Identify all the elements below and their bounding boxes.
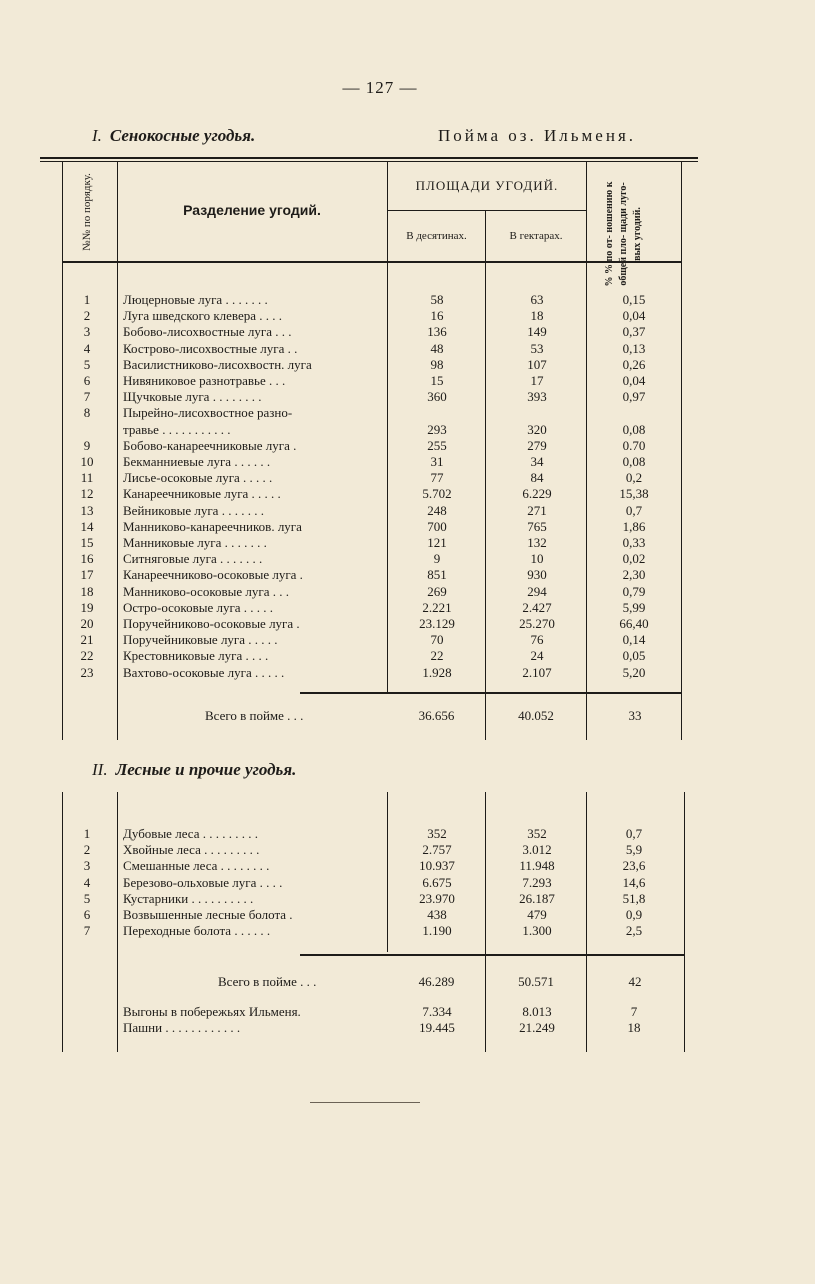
meadow-hectares: 765 <box>527 518 547 534</box>
meadow-hectares: 132 <box>527 535 547 550</box>
forest-number: 6 <box>83 907 91 922</box>
meadow-name: Бобово-лисохвостные луга . . . <box>123 324 292 340</box>
forest-name: Хвойные леса . . . . . . . . . <box>123 842 260 858</box>
meadow-name: Поручейниково-осоковые луга . <box>123 616 300 631</box>
meadow-percent: 0,15 <box>622 292 646 307</box>
section-2-roman: II. <box>92 760 108 779</box>
meadow-row <box>0 308 700 324</box>
extra-percent: 7 <box>630 1004 638 1019</box>
forest-hectares: 11.948 <box>519 858 555 874</box>
meadow-name: Щучковые луга . . . . . . . . <box>123 389 262 405</box>
meadow-percent: 0,79 <box>622 583 646 599</box>
meadow-hectares: 53 <box>530 340 544 356</box>
section-2-heading <box>92 760 296 780</box>
meadow-name: травье . . . . . . . . . . . <box>123 421 231 437</box>
meadow-row <box>0 373 700 389</box>
forest-percent: 51,8 <box>622 890 646 906</box>
forest-number: 5 <box>83 890 91 906</box>
meadow-row <box>0 422 700 438</box>
meadow-row <box>0 551 700 567</box>
meadow-name: Лисье-осоковые луга . . . . . <box>123 470 273 486</box>
extra-hectares: 21.249 <box>519 1020 555 1036</box>
meadow-number: 22 <box>80 648 94 664</box>
forest-name: Березово-ольховые луга . . . . <box>123 874 283 890</box>
meadow-percent: 0,08 <box>622 421 646 437</box>
meadow-row <box>0 405 700 421</box>
meadow-number: 13 <box>80 502 94 518</box>
meadow-desyatiny: 22 <box>430 648 444 664</box>
meadow-row <box>0 535 700 551</box>
meadow-percent: 0,05 <box>622 648 646 664</box>
meadow-number: 6 <box>83 373 91 388</box>
meadow-hectares: 294 <box>527 583 547 599</box>
header-percent: % % по от- ношению к общей пло- щади луго- вых угодий. <box>604 181 643 287</box>
meadow-percent: 0.70 <box>622 437 646 453</box>
forest-row <box>0 875 700 891</box>
meadow-desyatiny: 58 <box>430 292 444 307</box>
meadow-percent: 0,7 <box>625 502 643 518</box>
section-1-right-title: Пойма оз. Ильменя. <box>438 126 637 145</box>
meadow-desyatiny: 15 <box>430 373 444 388</box>
meadow-row <box>0 438 700 454</box>
meadow-row <box>0 584 700 600</box>
extra-desyatiny: 19.445 <box>419 1020 455 1036</box>
forest-row <box>0 923 700 939</box>
meadow-hectares: 84 <box>530 470 544 486</box>
meadow-hectares: 393 <box>527 389 547 405</box>
meadow-name: Ситняговые луга . . . . . . . <box>123 551 263 567</box>
meadow-row <box>0 600 700 616</box>
meadow-number: 20 <box>80 616 94 631</box>
meadow-row <box>0 632 700 648</box>
forest-hectares: 1.300 <box>522 923 552 939</box>
forest-percent: 23,6 <box>622 858 646 874</box>
end-ornament-rule <box>310 1102 420 1103</box>
meadow-name: Вейниковые луга . . . . . . . <box>123 502 264 518</box>
forest-desyatiny: 6.675 <box>422 874 452 890</box>
forest-number: 3 <box>83 858 91 874</box>
forest-desyatiny: 352 <box>427 826 447 841</box>
total-2-hectares: 50.571 <box>518 974 554 989</box>
meadow-desyatiny: 98 <box>430 356 444 372</box>
table-top-rule-thin <box>40 161 698 162</box>
forest-hectares: 7.293 <box>522 874 552 890</box>
forest-percent: 0,7 <box>625 826 643 841</box>
meadow-name: Манниково-осоковые луга . . . <box>123 583 289 599</box>
meadow-name: Манниковые луга . . . . . . . <box>123 535 267 550</box>
meadow-percent: 5,20 <box>622 664 646 680</box>
meadow-hectares: 17 <box>530 373 544 388</box>
total-1-desyatiny: 36.656 <box>418 708 455 723</box>
meadow-name: Крестовниковые луга . . . . <box>123 648 269 664</box>
meadow-name: Люцерновые луга . . . . . . . <box>123 292 268 307</box>
meadow-number: 10 <box>80 454 94 469</box>
meadow-number: 17 <box>80 567 94 583</box>
total-2-desyatiny: 46.289 <box>418 974 455 989</box>
meadow-row <box>0 567 700 583</box>
forest-row <box>0 842 700 858</box>
meadow-hectares: 34 <box>530 454 544 469</box>
meadow-row <box>0 292 700 308</box>
meadow-row <box>0 616 700 632</box>
total-1-hectares: 40.052 <box>518 708 554 723</box>
total-2-label: Всего в пойме . . . <box>218 974 317 989</box>
meadow-hectares: 320 <box>527 421 547 437</box>
meadow-desyatiny: 77 <box>430 470 444 486</box>
meadow-hectares: 10 <box>530 551 544 567</box>
meadow-hectares: 279 <box>527 437 547 453</box>
meadow-hectares: 271 <box>527 502 547 518</box>
meadow-desyatiny: 121 <box>427 535 447 550</box>
meadow-percent: 5,99 <box>622 599 646 615</box>
section-2-title: Лесные и прочие угодья. <box>115 760 297 779</box>
forest-row <box>0 826 700 842</box>
forest-desyatiny: 1.190 <box>422 923 452 939</box>
meadow-hectares: 2.427 <box>522 599 552 615</box>
forest-percent: 0,9 <box>625 907 643 922</box>
forest-desyatiny: 10.937 <box>419 858 455 874</box>
meadow-name: Манниково-канареечников. луга <box>123 518 302 534</box>
meadow-desyatiny: 9 <box>433 551 441 567</box>
meadow-name: Кострово-лисохвостные луга . . <box>123 340 298 356</box>
header-area: ПЛОЩАДИ УГОДИЙ. <box>415 178 559 193</box>
meadow-desyatiny: 136 <box>427 324 447 340</box>
meadow-number: 3 <box>83 324 91 340</box>
extra-name: Пашни . . . . . . . . . . . . <box>123 1020 241 1036</box>
meadow-number: 21 <box>80 632 94 648</box>
meadow-percent: 0,33 <box>622 535 646 550</box>
meadow-name: Нивяниковое разнотравье . . . <box>123 373 286 388</box>
meadow-number: 5 <box>83 356 91 372</box>
meadow-desyatiny: 293 <box>427 421 447 437</box>
meadow-number: 15 <box>80 535 94 550</box>
forest-hectares: 352 <box>527 826 547 841</box>
meadow-name: Бекманниевые луга . . . . . . <box>123 454 271 469</box>
header-no: №№ по порядку. <box>81 173 93 251</box>
meadow-number: 23 <box>80 664 94 680</box>
meadow-percent: 66,40 <box>619 616 649 631</box>
header-desyatiny: В десятинах. <box>406 230 467 242</box>
meadow-hectares: 24 <box>530 648 544 664</box>
extra-hectares: 8.013 <box>522 1004 552 1019</box>
total-rule <box>300 692 682 694</box>
forest-number: 2 <box>83 842 91 858</box>
meadow-percent: 0,02 <box>622 551 646 567</box>
meadow-desyatiny: 70 <box>430 632 444 648</box>
meadow-hectares: 76 <box>530 632 544 648</box>
meadow-row <box>0 454 700 470</box>
forest-number: 4 <box>83 874 91 890</box>
extra-percent: 18 <box>627 1020 641 1036</box>
forest-percent: 5,9 <box>625 842 643 858</box>
total-1-percent: 33 <box>628 708 642 723</box>
forest-row <box>0 907 700 923</box>
meadow-row <box>0 519 700 535</box>
section-1-title: Сенокосные угодья. <box>109 126 256 145</box>
meadow-percent: 0,37 <box>622 324 646 340</box>
forest-number: 1 <box>83 826 91 841</box>
meadow-row <box>0 503 700 519</box>
meadow-percent: 1,86 <box>622 518 646 534</box>
meadow-desyatiny: 23.129 <box>419 616 455 631</box>
meadow-percent: 0,13 <box>622 340 646 356</box>
forest-desyatiny: 23.970 <box>419 890 455 906</box>
meadow-percent: 0,08 <box>622 454 646 469</box>
meadow-row <box>0 648 700 664</box>
meadow-name: Канареечниковые луга . . . . . <box>123 486 281 502</box>
meadow-row <box>0 324 700 340</box>
meadow-number: 16 <box>80 551 94 567</box>
total-1-label: Всего в пойме . . . <box>205 708 304 723</box>
meadow-hectares: 63 <box>530 292 544 307</box>
meadow-percent: 0,04 <box>622 308 646 324</box>
meadow-desyatiny: 16 <box>430 308 444 324</box>
area-subheader-rule <box>388 210 586 211</box>
meadow-row <box>0 341 700 357</box>
meadow-number: 18 <box>80 583 94 599</box>
meadow-hectares: 18 <box>530 308 544 324</box>
meadow-name: Вахтово-осоковые луга . . . . . <box>123 664 285 680</box>
meadow-percent: 0,14 <box>622 632 646 648</box>
meadow-number: 1 <box>83 292 91 307</box>
header-hectares: В гектарах. <box>509 230 563 242</box>
meadow-desyatiny: 360 <box>427 389 447 405</box>
meadow-percent: 15,38 <box>619 486 649 502</box>
meadow-name: Бобово-канареечниковые луга . <box>123 437 297 453</box>
forest-name: Кустарники . . . . . . . . . . <box>123 890 254 906</box>
forest-hectares: 479 <box>527 907 547 922</box>
meadow-number: 4 <box>83 340 91 356</box>
meadow-row <box>0 470 700 486</box>
meadow-desyatiny: 48 <box>430 340 444 356</box>
meadow-desyatiny: 255 <box>427 437 447 453</box>
meadow-hectares: 107 <box>527 356 547 372</box>
forest-row <box>0 891 700 907</box>
meadow-number: 14 <box>80 518 94 534</box>
meadow-hectares: 2.107 <box>522 664 552 680</box>
meadow-percent: 0,26 <box>622 356 646 372</box>
forest-number: 7 <box>83 923 91 939</box>
meadow-percent: 0,97 <box>622 389 646 405</box>
extra-name: Выгоны в побережьях Ильменя. <box>123 1004 301 1019</box>
total-2-percent: 42 <box>628 974 642 989</box>
total-2-rule <box>300 954 684 956</box>
forest-desyatiny: 438 <box>427 907 447 922</box>
meadow-name: Поручейниковые луга . . . . . <box>123 632 278 648</box>
forest-name: Дубовые леса . . . . . . . . . <box>123 826 258 841</box>
meadow-number: 9 <box>83 437 91 453</box>
meadow-row <box>0 389 700 405</box>
forest-row <box>0 858 700 874</box>
forest-hectares: 3.012 <box>522 842 552 858</box>
meadow-desyatiny: 2.221 <box>422 599 452 615</box>
meadow-hectares: 25.270 <box>519 616 555 631</box>
forest-percent: 2,5 <box>625 923 643 939</box>
meadow-desyatiny: 269 <box>427 583 447 599</box>
meadow-number: 11 <box>80 470 94 486</box>
meadow-percent: 0,2 <box>625 470 643 486</box>
forest-hectares: 26.187 <box>519 890 555 906</box>
extra-row <box>0 1004 700 1020</box>
meadow-number: 19 <box>80 599 94 615</box>
forest-name: Возвышенные лесные болота . <box>123 907 293 922</box>
meadow-desyatiny: 700 <box>427 518 447 534</box>
meadow-number: 8 <box>83 405 91 421</box>
table-top-rule <box>40 157 698 159</box>
section-1-heading <box>92 126 255 146</box>
meadow-percent: 0,04 <box>622 373 646 388</box>
meadow-percent: 2,30 <box>622 567 646 583</box>
extra-row <box>0 1020 700 1036</box>
meadow-name: Луга шведского клевера . . . . <box>123 308 282 324</box>
forest-name: Переходные болота . . . . . . <box>123 923 271 939</box>
meadow-number: 2 <box>83 308 91 324</box>
meadow-number: 12 <box>80 486 94 502</box>
meadow-name: Василистниково-лисохвостн. луга <box>123 356 312 372</box>
meadow-desyatiny: 5.702 <box>422 486 452 502</box>
meadow-row <box>0 486 700 502</box>
meadow-name: Остро-осоковые луга . . . . . <box>123 599 274 615</box>
meadow-desyatiny: 1.928 <box>422 664 452 680</box>
meadow-desyatiny: 248 <box>427 502 447 518</box>
header-division: Разделение угодий. <box>183 202 321 218</box>
extra-desyatiny: 7.334 <box>422 1004 452 1019</box>
meadow-number: 7 <box>83 389 91 405</box>
meadow-hectares: 6.229 <box>522 486 552 502</box>
forest-name: Смешанные леса . . . . . . . . <box>123 858 270 874</box>
meadow-name: Пырейно-лисохвостное разно- <box>123 405 293 421</box>
meadow-desyatiny: 851 <box>427 567 447 583</box>
meadow-row <box>0 665 700 681</box>
meadow-hectares: 930 <box>527 567 547 583</box>
forest-desyatiny: 2.757 <box>422 842 452 858</box>
meadow-hectares: 149 <box>527 324 547 340</box>
meadow-desyatiny: 31 <box>430 454 444 469</box>
forest-percent: 14,6 <box>622 874 646 890</box>
meadow-name: Канареечниково-осоковые луга . <box>123 567 303 583</box>
section-1-roman: I. <box>92 126 102 145</box>
meadow-row <box>0 357 700 373</box>
header-bottom-rule <box>62 261 682 263</box>
page-number: — 127 — <box>342 78 418 97</box>
